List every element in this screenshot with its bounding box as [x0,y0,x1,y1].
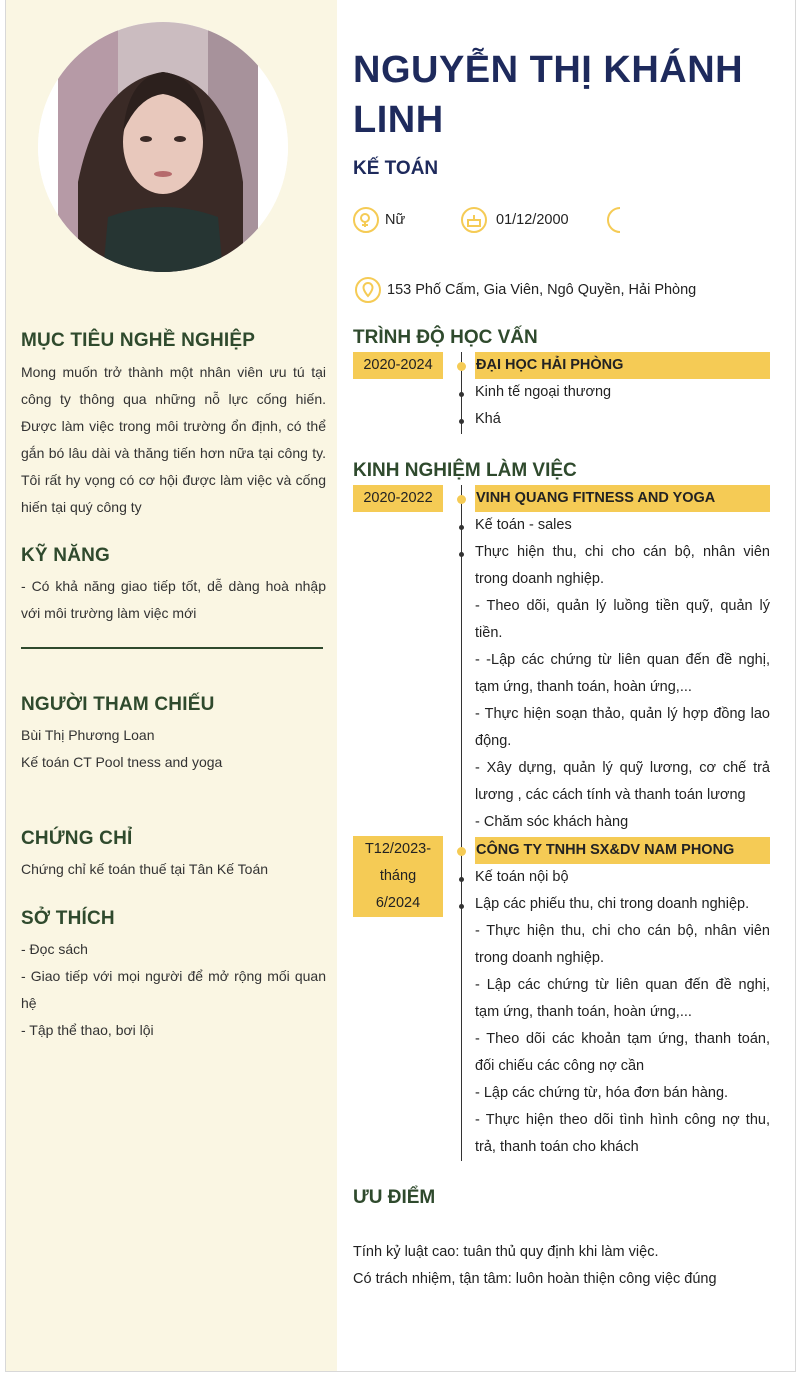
job-date: T12/2023- tháng 6/2024 [353,836,443,917]
location-icon [355,277,381,303]
job-duty: - Xây dựng, quản lý quỹ lương, cơ chế trả lương , các cách tính và thanh toán lương [475,760,770,803]
gender-info [353,207,405,233]
timeline-dot [457,847,466,856]
education-heading: TRÌNH ĐỘ HỌC VẤN [353,327,538,348]
candidate-role: KẾ TOÁN [353,158,439,179]
job-duty: - Chăm sóc khách hàng [475,814,629,830]
phone-icon [607,207,633,233]
certificates-heading: CHỨNG CHỈ [21,828,133,849]
hobby-item: - Đọc sách [21,941,88,957]
timeline-bullet [459,392,464,397]
skills-text: - Có khả năng giao tiếp tốt, dễ dàng hoà nhập với môi trường làm việc mới [21,578,326,621]
job-position: Kế toán - sales [475,517,572,533]
timeline-bullet [459,904,464,909]
birthday-cake-icon [461,207,487,233]
hidden-contact-info [607,207,639,233]
birthdate-info [461,207,569,233]
job-company: VINH QUANG FITNESS AND YOGA [475,485,770,512]
job-duty: - Theo dõi, quản lý luồng tiền quỹ, quản lý tiền. [475,598,770,641]
job-duty: Thực hiện thu, chi cho cán bộ, nhân viên trong doanh nghiệp. [475,544,770,587]
timeline-bullet [459,877,464,882]
certificate-item: Chứng chỉ kế toán thuế tại Tân Kế Toán [21,861,269,877]
reference-title: Kế toán CT Pool tness and yoga [21,754,223,770]
job-company: CÔNG TY TNHH SX&DV NAM PHONG [475,837,770,864]
objective-heading: MỤC TIÊU NGHỀ NGHIỆP [21,330,256,351]
timeline-dot [457,362,466,371]
job-duty: - Thực hiện theo dõi tình hình công nợ thu, trả, thanh toán cho khách [475,1112,770,1155]
strength-item: Tính kỷ luật cao: tuân thủ quy định khi làm việc. [353,1244,659,1260]
hobbies-heading: SỞ THÍCH [21,908,115,929]
job-position: Kế toán nội bộ [475,869,569,885]
job-duty: - Lập các chứng từ liên quan đến đề nghị, tạm ứng, thanh toán, hoàn ứng,... [475,977,770,1020]
birthdate-value: 01/12/2000 [496,212,569,228]
gender-value: Nữ [385,212,406,228]
strength-item: Có trách nhiệm, tận tâm: luôn hoàn thiện công việc đúng [353,1271,717,1287]
education-major: Kinh tế ngoại thương [475,384,612,400]
skills-heading: KỸ NĂNG [21,545,111,566]
job-duty: - Theo dõi các khoản tạm ứng, thanh toán, đối chiếu các công nợ cần [475,1031,770,1074]
job-duty: - Lập các chứng từ, hóa đơn bán hàng. [475,1085,729,1101]
gender-icon [353,207,379,233]
experience-timeline [461,485,462,1161]
address-value: 153 Phố Cấm, Gia Viên, Ngô Quyền, Hải Phòng [387,282,697,298]
timeline-bullet [459,525,464,530]
reference-heading: NGƯỜI THAM CHIẾU [21,694,215,715]
job-duty: - Thực hiện thu, chi cho cán bộ, nhân viên trong doanh nghiệp. [475,923,770,966]
objective-text: Mong muốn trở thành một nhân viên ưu tú tại công ty thông qua những nỗ lực cống hiến. Được làm việc trong môi trường ổn định, có thể gắn bó lâu dài và thăng tiến hơn nữa tại công ty. Tôi rất hy vọng có cơ hội được làm việc và cống hiến tại quý công ty [21,364,326,515]
timeline-dot [457,495,466,504]
experience-heading: KINH NGHIỆM LÀM VIỆC [353,460,577,481]
candidate-name: NGUYỄN THỊ KHÁNH LINH [353,49,744,141]
profile-photo [38,22,288,272]
job-date: 2020-2022 [353,485,443,512]
job-duty: - -Lập các chứng từ liên quan đến đề nghị, tạm ứng, thanh toán, hoàn ứng,... [475,652,770,695]
job-duty: - Thực hiện soạn thảo, quản lý hợp đồng lao động. [475,706,770,749]
hobby-item: - Tập thể thao, bơi lội [21,1022,154,1038]
hobby-item: - Giao tiếp với mọi người để mở rộng mối quan hệ [21,968,326,1011]
address-info [355,277,696,303]
reference-name: Bùi Thị Phương Loan [21,727,155,743]
job-duty: Lập các phiếu thu, chi trong doanh nghiệp. [475,896,750,912]
education-school: ĐẠI HỌC HẢI PHÒNG [475,352,770,379]
strengths-heading: ƯU ĐIỂM [353,1187,436,1208]
education-date: 2020-2024 [353,352,443,379]
timeline-bullet [459,419,464,424]
timeline-bullet [459,552,464,557]
sidebar-divider [21,647,323,649]
education-grade: Khá [475,411,501,427]
